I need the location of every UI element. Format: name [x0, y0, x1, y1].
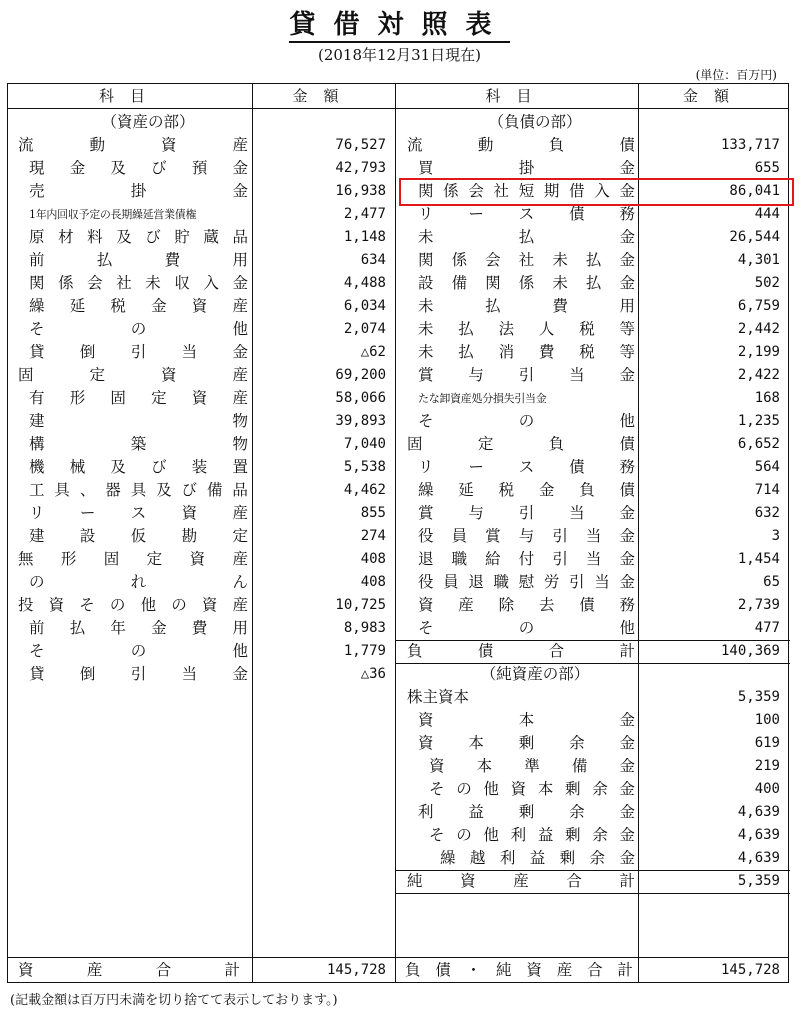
left-row	[8, 640, 395, 663]
right-item-amount: 168	[754, 390, 780, 406]
right-item-label: 繰 延 税 金 負 債	[418, 481, 635, 499]
right-item-label: 買 掛 金	[418, 159, 635, 177]
right-item-label: 固 定 負 債	[407, 435, 635, 453]
total-liabilities-net-assets-label: 負 債 ・ 純 資 産 合 計	[405, 961, 633, 979]
right-item-label: そ の 他	[418, 412, 635, 430]
left-item-label: 貸 倒 引 当 金	[29, 665, 248, 683]
right-row	[395, 502, 790, 525]
right-item-amount: 4,301	[737, 252, 780, 268]
left-row	[8, 548, 395, 571]
right-item-amount: 219	[754, 758, 780, 774]
left-item-label: 工 具 、 器 具 及 び 備 品	[29, 481, 248, 499]
right-item-label: 繰 越 利 益 剰 余 金	[440, 849, 635, 867]
total-liabilities-net-assets-row	[395, 959, 790, 982]
highlight-box	[399, 178, 794, 206]
right-row	[395, 824, 790, 847]
left-row	[8, 318, 395, 341]
left-item-amount: 634	[360, 252, 386, 268]
total-assets-amount: 145,728	[326, 962, 386, 978]
right-row	[395, 433, 790, 456]
left-item-amount: 408	[360, 551, 386, 567]
left-row	[8, 387, 395, 410]
right-row	[395, 594, 790, 617]
right-row	[395, 571, 790, 594]
left-item-amount: 408	[360, 574, 386, 590]
right-item-label: 流 動 負 債	[407, 136, 635, 154]
total-assets-label: 資 産 合 計	[18, 961, 240, 979]
right-row	[395, 548, 790, 571]
right-item-label: 資 本 金	[418, 711, 635, 729]
left-item-label: 固 定 資 産	[18, 366, 248, 384]
left-item-header: 科目	[98, 87, 161, 105]
right-item-amount: 140,369	[720, 643, 780, 659]
right-item-amount: 1,454	[737, 551, 780, 567]
right-row	[395, 778, 790, 801]
right-item-amount: 26,544	[729, 229, 780, 245]
right-row	[395, 318, 790, 341]
right-row	[395, 134, 790, 157]
right-row	[395, 870, 790, 893]
left-item-amount: 76,527	[335, 137, 386, 153]
right-row	[395, 111, 790, 134]
left-row	[8, 594, 395, 617]
right-row	[395, 640, 790, 663]
left-row	[8, 295, 395, 318]
left-item-amount: 39,893	[335, 413, 386, 429]
right-item-amount: 100	[754, 712, 780, 728]
right-item-amount: 5,359	[737, 873, 780, 889]
right-row	[395, 617, 790, 640]
liabilities-equity-column	[395, 111, 790, 893]
left-item-label: 無 形 固 定 資 産	[18, 550, 248, 568]
left-item-amount: 42,793	[335, 160, 386, 176]
right-row	[395, 479, 790, 502]
left-item-label: 原 材 料 及 び 貯 蔵 品	[29, 228, 248, 246]
right-row	[395, 295, 790, 318]
left-row	[8, 433, 395, 456]
left-row	[8, 456, 395, 479]
right-item-label: 退 職 給 付 引 当 金	[418, 550, 635, 568]
right-item-label: 未 払 費 用	[418, 297, 635, 315]
left-item-label: そ の 他	[29, 642, 248, 660]
right-row	[395, 709, 790, 732]
footnote: (記載金額は百万円未満を切り捨てて表示しております。)	[10, 993, 338, 1008]
left-item-amount: 4,488	[343, 275, 386, 291]
document-title: 貸借対照表	[0, 4, 799, 41]
right-item-label: 資 本 準 備 金	[429, 757, 635, 775]
right-item-amount: 632	[754, 505, 780, 521]
right-item-label: 役 員 退 職 慰 労 引 当 金	[418, 573, 635, 591]
left-item-label: リ ー ス 資 産	[29, 504, 248, 522]
right-item-amount: 6,759	[737, 298, 780, 314]
left-item-amount: 58,066	[335, 390, 386, 406]
left-row	[8, 249, 395, 272]
left-item-amount: 855	[360, 505, 386, 521]
right-item-label: 賞 与 引 当 金	[418, 504, 635, 522]
right-row	[395, 732, 790, 755]
left-item-amount: 10,725	[335, 597, 386, 613]
right-item-amount: 4,639	[737, 827, 780, 843]
right-row	[395, 341, 790, 364]
right-item-label: そ の 他 資 本 剰 余 金	[429, 780, 635, 798]
right-row	[395, 226, 790, 249]
left-row	[8, 134, 395, 157]
right-amount-header: 金額	[682, 87, 745, 105]
left-item-amount: 1,779	[343, 643, 386, 659]
right-row	[395, 755, 790, 778]
left-item-amount: 8,983	[343, 620, 386, 636]
left-item-label: 投 資 そ の 他 の 資 産	[18, 596, 248, 614]
assets-column	[8, 111, 395, 686]
right-item-amount: 2,739	[737, 597, 780, 613]
left-item-label: 1年内回収予定の長期繰延営業債権	[29, 208, 197, 221]
unit-label: (単位：百万円)	[695, 68, 777, 82]
left-row	[8, 341, 395, 364]
total-assets-row	[8, 959, 395, 982]
right-item-label: 未 払 消 費 税 等	[418, 343, 635, 361]
left-row	[8, 272, 395, 295]
right-item-label: 未 払 金	[418, 228, 635, 246]
right-row	[395, 525, 790, 548]
right-item-label: 資 本 剰 余 金	[418, 734, 635, 752]
right-item-amount: 477	[754, 620, 780, 636]
right-item-label: （負債の部）	[488, 113, 582, 131]
right-item-label: 負 債 合 計	[407, 642, 635, 660]
right-item-amount: 4,639	[737, 850, 780, 866]
right-item-amount: 6,652	[737, 436, 780, 452]
left-row	[8, 479, 395, 502]
left-row	[8, 663, 395, 686]
right-item-amount: 655	[754, 160, 780, 176]
left-row	[8, 157, 395, 180]
left-item-label: 構 築 物	[29, 435, 248, 453]
left-row	[8, 502, 395, 525]
right-item-amount: 86,041	[729, 183, 780, 199]
right-item-label: そ の 他	[418, 619, 635, 637]
right-item-label: リ ー ス 債 務	[418, 205, 635, 223]
right-item-label: そ の 他 利 益 剰 余 金	[429, 826, 635, 844]
left-item-label: 繰 延 税 金 資 産	[29, 297, 248, 315]
right-item-label: 利 益 剰 余 金	[418, 803, 635, 821]
right-item-amount: 714	[754, 482, 780, 498]
right-item-label: 関 係 会 社 短 期 借 入 金	[418, 182, 635, 200]
left-item-label: 機 械 及 び 装 置	[29, 458, 248, 476]
left-item-label: 前 払 年 金 費 用	[29, 619, 248, 637]
right-row	[395, 364, 790, 387]
left-item-amount: 6,034	[343, 298, 386, 314]
right-item-amount: 400	[754, 781, 780, 797]
left-row	[8, 617, 395, 640]
right-item-amount: 444	[754, 206, 780, 222]
right-row	[395, 847, 790, 870]
right-item-header: 科目	[485, 87, 548, 105]
right-item-amount: 564	[754, 459, 780, 475]
right-row	[395, 686, 790, 709]
right-item-amount: 2,422	[737, 367, 780, 383]
right-item-label: 関 係 会 社 未 払 金	[418, 251, 635, 269]
right-item-label: 株主資本	[407, 688, 470, 706]
total-liabilities-net-assets-amount: 145,728	[720, 962, 780, 978]
right-row	[395, 801, 790, 824]
left-item-label: （資産の部）	[101, 113, 195, 131]
right-item-amount: 1,235	[737, 413, 780, 429]
right-item-label: 純 資 産 合 計	[407, 872, 635, 890]
left-item-amount: 2,074	[343, 321, 386, 337]
right-row	[395, 387, 790, 410]
left-item-label: そ の 他	[29, 320, 248, 338]
right-item-label: 設 備 関 係 未 払 金	[418, 274, 635, 292]
left-amount-header: 金額	[292, 87, 355, 105]
left-item-amount: △62	[360, 344, 386, 360]
right-row	[395, 272, 790, 295]
left-item-amount: 2,477	[343, 206, 386, 222]
right-item-amount: 5,359	[737, 689, 780, 705]
right-item-amount: 502	[754, 275, 780, 291]
right-row	[395, 203, 790, 226]
left-item-label: 貸 倒 引 当 金	[29, 343, 248, 361]
left-item-label: 流 動 資 産	[18, 136, 248, 154]
left-item-amount: 274	[360, 528, 386, 544]
left-row	[8, 410, 395, 433]
balance-sheet-table	[7, 83, 789, 983]
right-row	[395, 456, 790, 479]
as-of-date: (2018年12月31日現在)	[317, 46, 482, 64]
right-row	[395, 157, 790, 180]
right-item-amount: 65	[763, 574, 780, 590]
left-item-amount: △36	[360, 666, 386, 682]
right-item-label: 未 払 法 人 税 等	[418, 320, 635, 338]
left-item-amount: 5,538	[343, 459, 386, 475]
right-item-label: （純資産の部）	[480, 665, 590, 683]
left-item-label: 有 形 固 定 資 産	[29, 389, 248, 407]
left-row	[8, 111, 395, 134]
left-item-label: の れ ん	[29, 573, 248, 591]
left-item-amount: 4,462	[343, 482, 386, 498]
right-item-amount: 2,442	[737, 321, 780, 337]
left-item-amount: 16,938	[335, 183, 386, 199]
right-item-amount: 2,199	[737, 344, 780, 360]
right-item-label: たな卸資産処分損失引当金	[418, 392, 547, 405]
right-row	[395, 663, 790, 686]
right-item-amount: 4,639	[737, 804, 780, 820]
left-row	[8, 203, 395, 226]
left-item-label: 売 掛 金	[29, 182, 248, 200]
left-item-amount: 69,200	[335, 367, 386, 383]
left-item-label: 前 払 費 用	[29, 251, 248, 269]
left-item-amount: 7,040	[343, 436, 386, 452]
left-item-label: 関 係 会 社 未 収 入 金	[29, 274, 248, 292]
left-row	[8, 364, 395, 387]
left-row	[8, 226, 395, 249]
left-row	[8, 180, 395, 203]
left-row	[8, 571, 395, 594]
left-item-label: 建 物	[29, 412, 248, 430]
right-item-label: 資 産 除 去 債 務	[418, 596, 635, 614]
right-item-label: リ ー ス 債 務	[418, 458, 635, 476]
left-item-label: 現 金 及 び 預 金	[29, 159, 248, 177]
right-item-amount: 3	[771, 528, 780, 544]
right-item-amount: 619	[754, 735, 780, 751]
right-item-amount: 133,717	[720, 137, 780, 153]
right-row	[395, 410, 790, 433]
right-item-label: 役 員 賞 与 引 当 金	[418, 527, 635, 545]
left-row	[8, 525, 395, 548]
left-item-label: 建 設 仮 勘 定	[29, 527, 248, 545]
right-item-label: 賞 与 引 当 金	[418, 366, 635, 384]
left-item-amount: 1,148	[343, 229, 386, 245]
right-row	[395, 249, 790, 272]
